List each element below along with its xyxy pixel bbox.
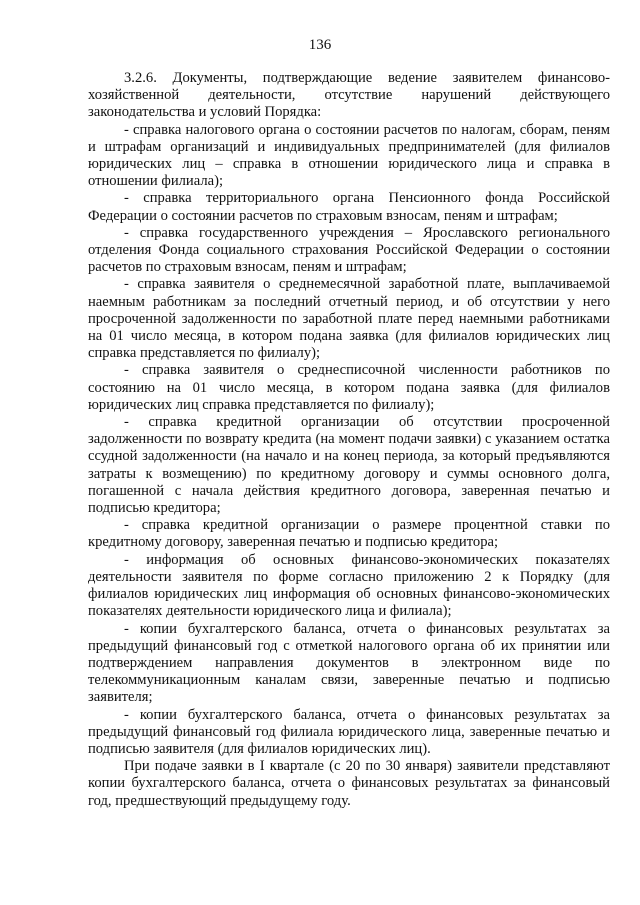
list-item-pension-fund-certificate: - справка территориального органа Пенсионного фонда Российской Федерации о состоянии расчетов по страховым взносам, пеням и штрафам; xyxy=(88,190,610,224)
list-item-financial-indicators: - информация об основных финансово-экономических показателях деятельности заявителя по форме согласно приложению 2 к Порядку (для филиалов юридических лиц информация об основных финансово-экономических показателях деятельности юридического лица и филиала); xyxy=(88,551,610,620)
list-item-tax-certificate: - справка налогового органа о состоянии расчетов по налогам, сборам, пеням и штрафам организаций и индивидуальных предпринимателей (для филиалов юридических лиц – справка в отношении юридического лица и справка в отношении филиала); xyxy=(88,121,610,190)
list-item-balance-sheet-copies: - копии бухгалтерского баланса, отчета о финансовых результатах за предыдущий финансовый год с отметкой налогового органа об их принятии или подтверждением направления документов в электронном виде по телекоммуникационным каналам связи, заверенные печатью и подписью заявителя; xyxy=(88,620,610,706)
section-heading-paragraph: 3.2.6. Документы, подтверждающие ведение заявителем финансово-хозяйственной деятельности, отсутствие нарушений действующего законодательства и условий Порядка: xyxy=(88,70,610,121)
list-item-credit-debt-certificate: - справка кредитной организации об отсутствии просроченной задолженности по возврату кредита (на момент подачи заявки) с указанием остатка ссудной задолженности (на начало и на конец периода, за который предъявляются затраты к возмещению) по кредитному договору и суммы основного долга, погашенной с начала действия кредитного договора, заверенная печатью и подписью кредитора; xyxy=(88,414,610,517)
list-item-headcount-certificate: - справка заявителя о среднесписочной численности работников по состоянию на 01 число месяца, в котором подана заявка (для филиалов юридических лиц справка представляется по филиалу); xyxy=(88,362,610,413)
list-item-social-insurance-certificate: - справка государственного учреждения – Ярославского регионального отделения Фонда социального страхования Российской Федерации о состоянии расчетов по страховым взносам, пеням и штрафам; xyxy=(88,224,610,276)
list-item-branch-balance-sheet-copies: - копии бухгалтерского баланса, отчета о финансовых результатах за предыдущий финансовый год филиала юридического лица, заверенные печатью и подписью заявителя (для филиалов юридических лиц). xyxy=(88,706,610,757)
list-item-interest-rate-certificate: - справка кредитной организации о размере процентной ставки по кредитному договору, заверенная печатью и подписью кредитора; xyxy=(88,517,610,551)
list-item-salary-certificate: - справка заявителя о среднемесячной заработной плате, выплачиваемой наемным работникам за последний отчетный период, и об отсутствии у него просроченной задолженности по заработной плате перед наемными работниками на 01 число месяца, в котором подана заявка (для филиалов юридических лиц справка представляется по филиалу); xyxy=(88,276,610,362)
document-body xyxy=(88,70,610,810)
closing-paragraph: При подаче заявки в I квартале (с 20 по 30 января) заявители представляют копии бухгалтерского баланса, отчета о финансовых результатах за финансовый год, предшествующий предыдущему году. xyxy=(88,758,610,809)
page-number: 136 xyxy=(308,37,332,53)
